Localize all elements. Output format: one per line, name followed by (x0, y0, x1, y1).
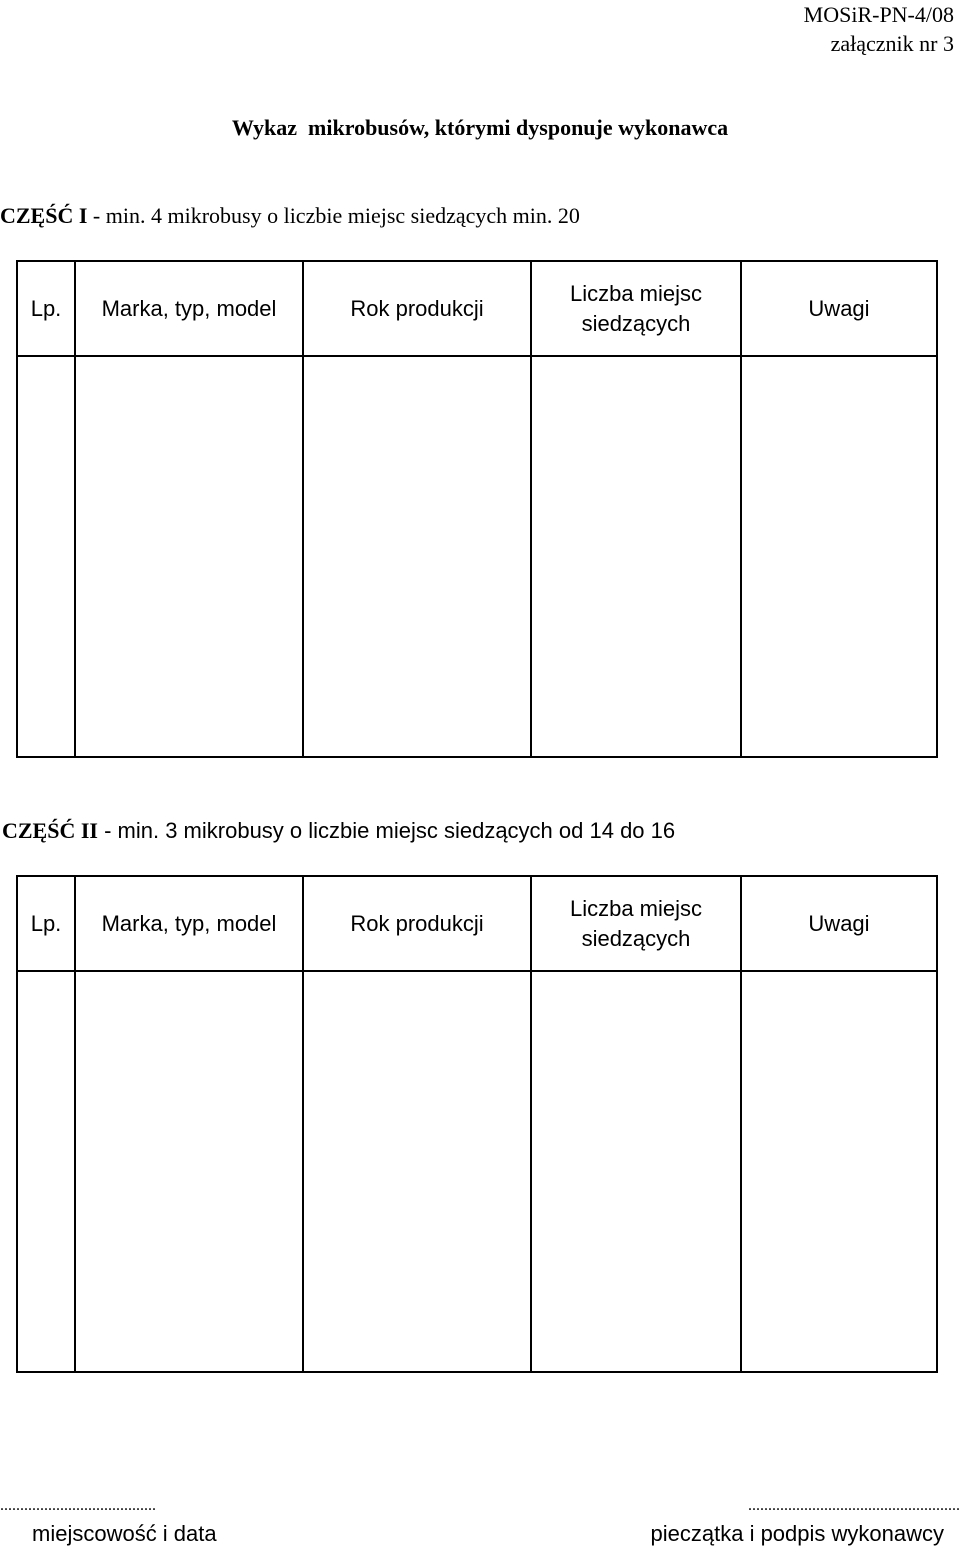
reference-number: MOSiR-PN-4/08 (803, 2, 954, 27)
cell-lp[interactable] (17, 356, 75, 757)
section-2-table (16, 875, 938, 1373)
table-row (17, 971, 937, 1372)
cell-seat-count[interactable] (531, 356, 741, 757)
cell-make-model[interactable] (75, 971, 303, 1372)
contractor-signature (651, 1498, 960, 1548)
place-date-signature (0, 1498, 217, 1548)
table-row (17, 356, 937, 757)
column-header-lp: Lp. (17, 876, 75, 971)
cell-production-year[interactable] (303, 356, 531, 757)
cell-notes[interactable] (741, 356, 937, 757)
section-1-heading-text: - min. 4 mikrobusy o liczbie miejsc siedzących min. 20 (87, 203, 580, 228)
column-header-seat-count: Liczba miejsc siedzących (531, 261, 741, 356)
contractor-signature-label: pieczątka i podpis wykonawcy (650, 1521, 944, 1546)
section-1-heading-bold: CZĘŚĆ I (0, 203, 88, 228)
column-header-lp: Lp. (17, 261, 75, 356)
column-header-production-year: Rok produkcji (303, 261, 531, 356)
attachment-label: załącznik nr 3 (830, 31, 954, 56)
column-header-make-model: Marka, typ, model (75, 261, 303, 356)
column-header-notes: Uwagi (741, 876, 937, 971)
table-header-row (17, 261, 937, 356)
cell-make-model[interactable] (75, 356, 303, 757)
column-header-production-year: Rok produkcji (303, 876, 531, 971)
table-header-row (17, 876, 937, 971)
section-2-heading-bold: CZĘŚĆ II (2, 818, 98, 843)
cell-lp[interactable] (17, 971, 75, 1372)
column-header-seat-count: Liczba miejsc siedzących (531, 876, 741, 971)
section-2-heading (2, 818, 675, 844)
section-1-table (16, 260, 938, 758)
cell-notes[interactable] (741, 971, 937, 1372)
section-2-heading-text: - min. 3 mikrobusy o liczbie miejsc siedzących od 14 do 16 (97, 818, 676, 843)
place-date-label: miejscowość i data (32, 1521, 217, 1546)
document-reference (804, 0, 954, 58)
cell-seat-count[interactable] (531, 971, 741, 1372)
cell-production-year[interactable] (303, 971, 531, 1372)
page-title: Wykaz mikrobusów, którymi dysponuje wykonawca (231, 115, 729, 140)
column-header-notes: Uwagi (741, 261, 937, 356)
contractor-signature-line: ..................................................... (748, 1497, 960, 1514)
column-header-make-model: Marka, typ, model (75, 876, 303, 971)
place-date-line: ....................................... (0, 1497, 156, 1514)
section-1-heading (0, 203, 580, 229)
